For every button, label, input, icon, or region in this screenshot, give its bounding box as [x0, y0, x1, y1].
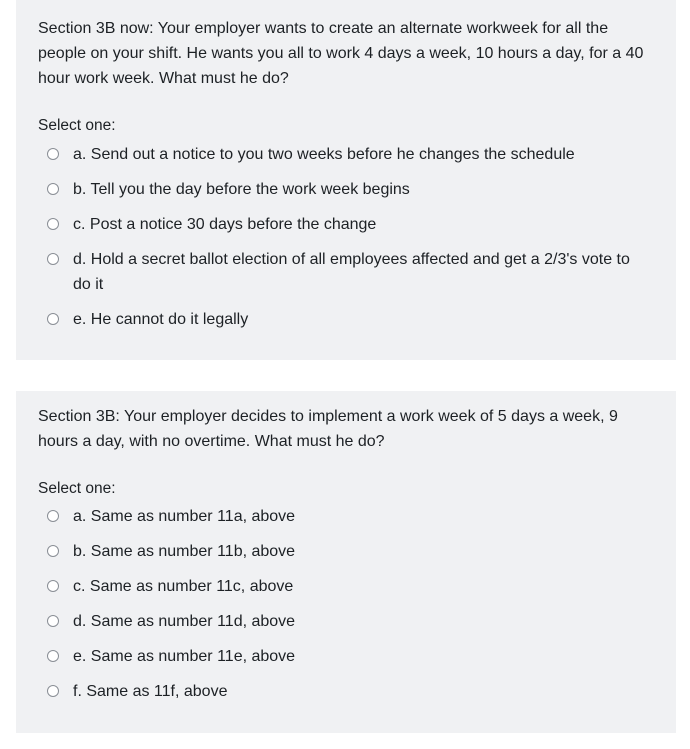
radio-button[interactable] — [47, 650, 59, 662]
radio-button[interactable] — [47, 253, 59, 265]
answer-option-a[interactable] — [38, 142, 654, 167]
option-letter: f. — [73, 683, 82, 700]
option-text: Tell you the day before the work week begins — [90, 181, 410, 198]
option-letter: b. — [73, 543, 87, 560]
radio-button[interactable] — [47, 615, 59, 627]
select-one-prompt: Select one: — [38, 480, 116, 497]
option-text: Same as number 11e, above — [90, 648, 296, 665]
answer-option-e[interactable] — [38, 307, 654, 332]
radio-button[interactable] — [47, 685, 59, 697]
option-text: Hold a secret ballot election of all employees affected and get a 2/3's vote to do it — [73, 251, 630, 293]
answer-option-f[interactable] — [38, 679, 654, 704]
answer-label[interactable] — [73, 212, 384, 237]
answer-label[interactable] — [73, 574, 301, 599]
answer-label[interactable] — [73, 539, 303, 564]
answer-option-d[interactable] — [38, 247, 654, 297]
option-text: Same as number 11d, above — [90, 613, 296, 630]
question-card-2 — [16, 391, 676, 733]
radio-button[interactable] — [47, 183, 59, 195]
answer-option-e[interactable] — [38, 644, 654, 669]
option-text: Post a notice 30 days before the change — [89, 216, 377, 233]
answer-label[interactable] — [73, 142, 583, 167]
answer-options — [38, 142, 654, 332]
radio-button[interactable] — [47, 580, 59, 592]
answer-label[interactable] — [73, 504, 303, 529]
option-letter: e. — [73, 311, 87, 328]
option-letter: b. — [73, 181, 87, 198]
answer-label[interactable] — [73, 679, 235, 704]
answer-label[interactable] — [73, 247, 654, 297]
radio-button[interactable] — [47, 313, 59, 325]
answer-label[interactable] — [73, 644, 303, 669]
radio-button[interactable] — [47, 545, 59, 557]
option-letter: c. — [73, 578, 86, 595]
answer-option-c[interactable] — [38, 212, 654, 237]
answer-option-b[interactable] — [38, 177, 654, 202]
answer-option-d[interactable] — [38, 609, 654, 634]
option-text: Same as number 11a, above — [90, 508, 296, 525]
question-text: Section 3B now: Your employer wants to create an alternate workweek for all the people on your shift. He wants you all to work 4 days a week, 10 hours a day, for a 40 hour work week. What must he do? — [38, 20, 644, 87]
radio-button[interactable] — [47, 510, 59, 522]
option-letter: d. — [73, 613, 87, 630]
radio-button[interactable] — [47, 218, 59, 230]
answer-options — [38, 504, 654, 704]
option-text: Same as number 11b, above — [90, 543, 296, 560]
option-letter: d. — [73, 251, 87, 268]
answer-label[interactable] — [73, 609, 303, 634]
option-text: He cannot do it legally — [90, 311, 249, 328]
option-text: Same as number 11c, above — [89, 578, 294, 595]
option-text: Same as 11f, above — [86, 683, 228, 700]
answer-option-b[interactable] — [38, 539, 654, 564]
option-letter: c. — [73, 216, 86, 233]
option-letter: e. — [73, 648, 87, 665]
option-letter: a. — [73, 146, 87, 163]
answer-option-c[interactable] — [38, 574, 654, 599]
option-text: Send out a notice to you two weeks before he changes the schedule — [90, 146, 575, 163]
question-card-1 — [16, 0, 676, 360]
option-letter: a. — [73, 508, 87, 525]
radio-button[interactable] — [47, 148, 59, 160]
answer-label[interactable] — [73, 307, 256, 332]
answer-label[interactable] — [73, 177, 418, 202]
select-one-prompt: Select one: — [38, 117, 116, 134]
question-text: Section 3B: Your employer decides to implement a work week of 5 days a week, 9 hours a day, with no overtime. What must he do? — [38, 408, 618, 450]
answer-option-a[interactable] — [38, 504, 654, 529]
